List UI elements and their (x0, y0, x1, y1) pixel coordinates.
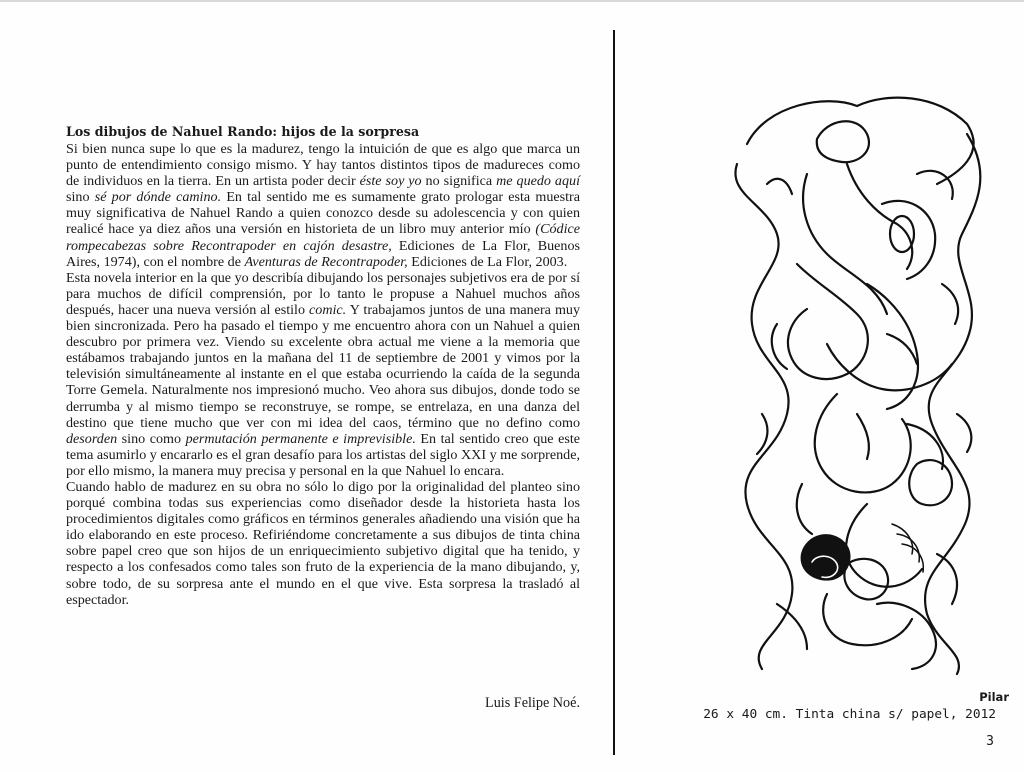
essay-signature: Luis Felipe Noé. (485, 695, 580, 711)
essay-paragraph-1: Si bien nunca supe lo que es la madurez, tengo la intuición de que es algo que marca un punto de entendimiento consigo mismo. Y hay tantos distintos tipos de madureces como de individuos en la tierra. En un artista poder decir éste soy yo no significa me quedo aquí sino sé por dónde camino. En tal sentido me es sumamente grato prologar esta muestra muy significativa de Nahuel Rando a quien conozco desde su adolescencia y con quien realicé hace ya diez años una versión en historieta de un libro muy anterior mío (Códice rompecabezas sobre Recontrapoder en cajón desastre, Ediciones de La Flor, Buenos Aires, 1974), con el nombre de Aventuras de Recontrapoder, Ediciones de La Flor, 2003. (66, 141, 580, 270)
page-number: 3 (986, 734, 994, 749)
artwork-details: 26 x 40 cm. Tinta china s/ papel, 2012 (703, 707, 996, 722)
artwork-title: Pilar (979, 690, 1009, 704)
essay-title: Los dibujos de Nahuel Rando: hijos de la sorpresa (66, 124, 420, 139)
essay-text (66, 124, 580, 608)
page-divider (613, 30, 615, 755)
ink-drawing-figures-icon (707, 84, 1007, 676)
right-page (617, 0, 1024, 772)
essay-paragraph-2: Esta novela interior en la que yo describía dibujando los personajes subjetivos era de por sí para muchos de difícil comprensión, por lo tanto le propuse a Nahuel muchos años después, hacer una nueva versión al estilo comic. Y trabajamos juntos de una manera muy bien sincronizada. Pero ha pasado el tiempo y me encuentro ahora con un Nahuel a quien descubro por primera vez. Viendo su excelente obra actual me viene a la memoria que estábamos trabajando juntos en la mañana del 11 de septiembre de 2001 y vimos por la televisión simultáneamente al instante en el que estaba ocurriendo la caída de la segunda Torre Gemela. Naturalmente nos impresionó mucho. Veo ahora sus dibujos, donde todo se derrumba y al mismo tiempo se reconstruye, se rompe, se entrelaza, en una danza del destino que tiene mucho que ver con mi idea del caos, término que no defino como desorden sino como permutación permanente e imprevisible. En tal sentido creo que este tema asumirlo y encararlo es el gran desafío para los artistas del siglo XXI y me sorprende, por ello mismo, la manera muy precisa y personal en la que Nahuel lo encara. (66, 269, 580, 479)
essay-paragraph-3: Cuando hablo de madurez en su obra no sólo lo digo por la originalidad del planteo sino porqué combina todas sus experiencias como diseñador desde la historieta hasta los procedimientos digitales como gráficos en términos generales añadiendo una visión que ha ido elaborando en este proceso. Refiriéndome concretamente a sus dibujos de tinta china sobre papel creo que son hijos de un enriquecimiento subjetivo digital que ha tenido, y respecto a los confesados como tales son fruto de la experiencia de la mano dibujando, y, sobre todo, de su sorpresa ante el mundo en el que vive. Esta sorpresa la trasladó al espectador. (66, 478, 580, 608)
